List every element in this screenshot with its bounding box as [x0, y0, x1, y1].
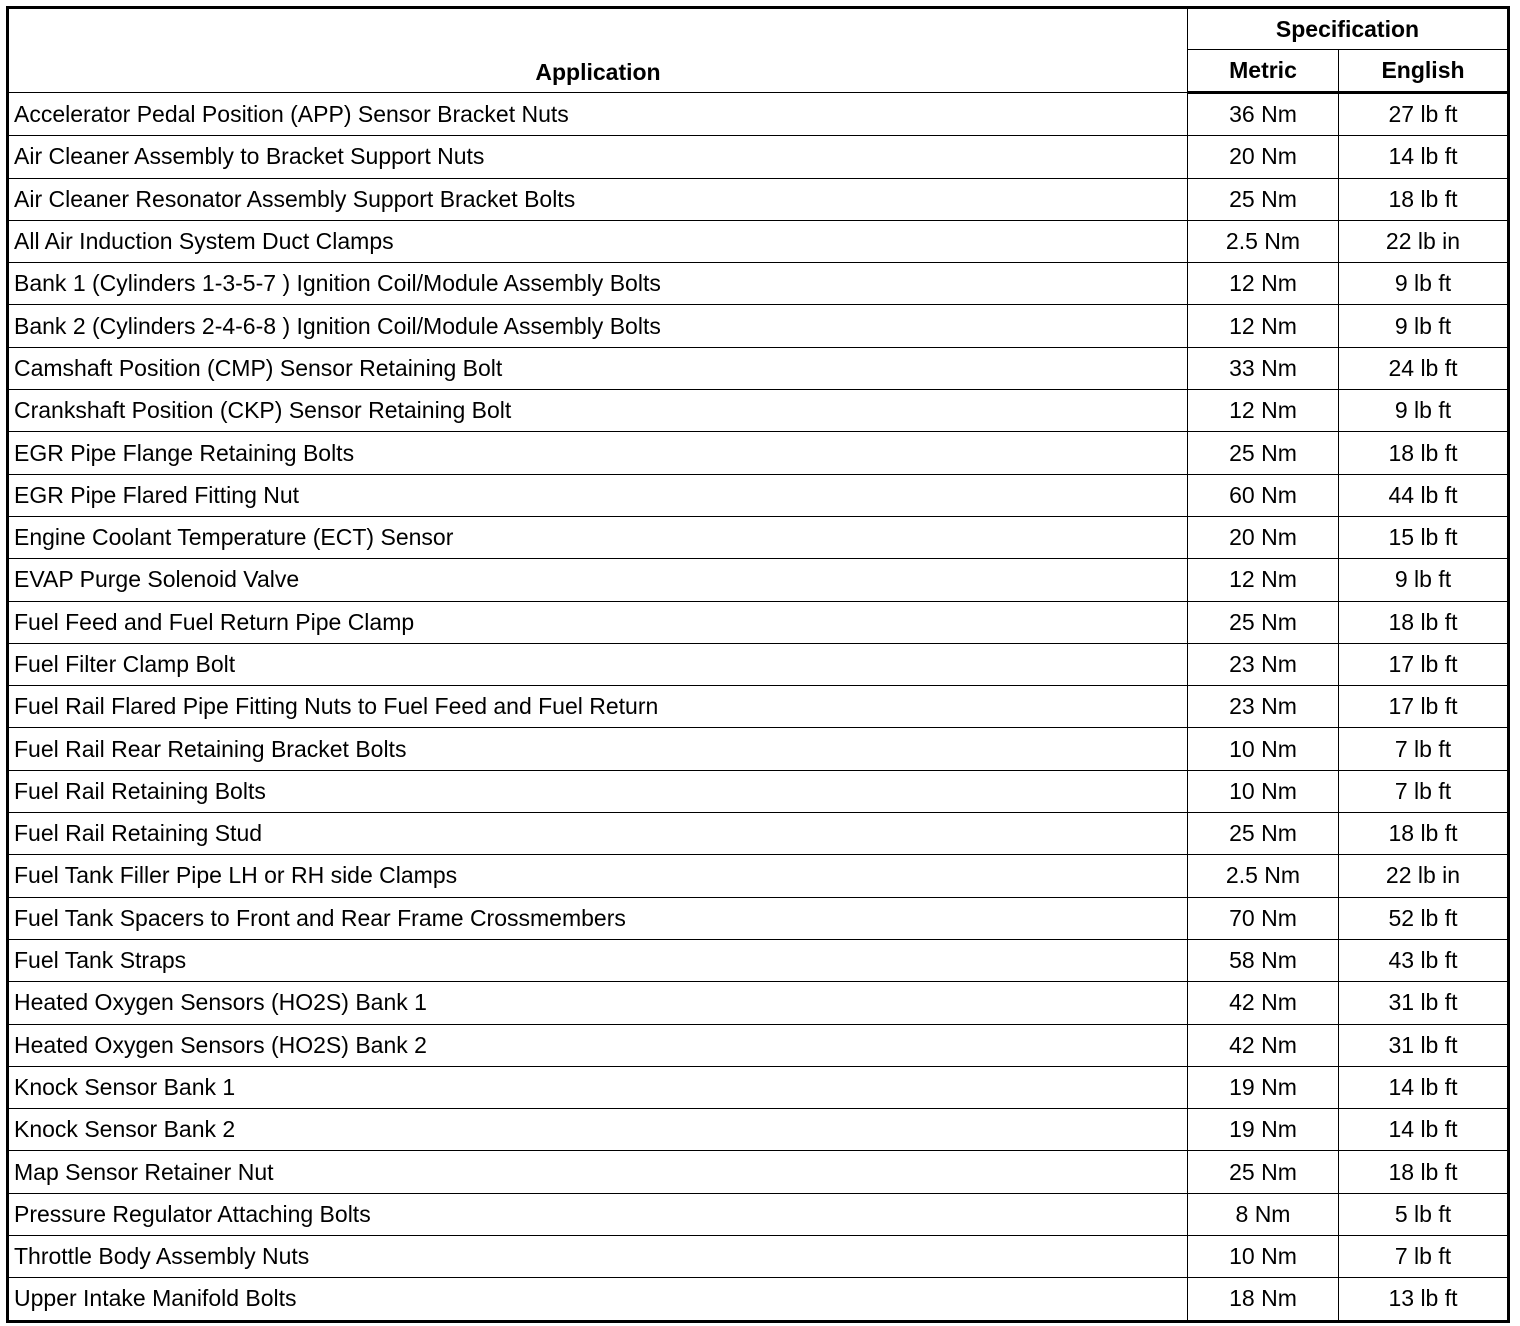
cell-english: 31 lb ft: [1339, 982, 1509, 1024]
table-row: [8, 686, 1509, 728]
table-row: [8, 1151, 1509, 1193]
cell-application: Heated Oxygen Sensors (HO2S) Bank 2: [8, 1024, 1188, 1066]
english-header: English: [1339, 50, 1509, 93]
table-row: [8, 390, 1509, 432]
cell-metric: 42 Nm: [1188, 1024, 1339, 1066]
cell-metric: 18 Nm: [1188, 1278, 1339, 1321]
cell-metric: 36 Nm: [1188, 93, 1339, 136]
cell-english: 9 lb ft: [1339, 263, 1509, 305]
cell-english: 52 lb ft: [1339, 897, 1509, 939]
table-row: [8, 178, 1509, 220]
table-row: [8, 474, 1509, 516]
cell-english: 18 lb ft: [1339, 601, 1509, 643]
application-header: Application: [8, 8, 1188, 93]
cell-english: 22 lb in: [1339, 220, 1509, 262]
cell-english: 14 lb ft: [1339, 1109, 1509, 1151]
table-row: [8, 897, 1509, 939]
cell-application: EGR Pipe Flange Retaining Bolts: [8, 432, 1188, 474]
cell-metric: 20 Nm: [1188, 136, 1339, 178]
cell-application: Throttle Body Assembly Nuts: [8, 1236, 1188, 1278]
cell-application: Fuel Rail Rear Retaining Bracket Bolts: [8, 728, 1188, 770]
torque-spec-table: [6, 6, 1510, 1323]
cell-application: Camshaft Position (CMP) Sensor Retaining Bolt: [8, 347, 1188, 389]
cell-application: Accelerator Pedal Position (APP) Sensor Bracket Nuts: [8, 93, 1188, 136]
cell-english: 18 lb ft: [1339, 1151, 1509, 1193]
cell-application: Knock Sensor Bank 1: [8, 1066, 1188, 1108]
cell-metric: 23 Nm: [1188, 643, 1339, 685]
specification-header: Specification: [1188, 8, 1509, 50]
cell-application: Fuel Tank Filler Pipe LH or RH side Clamps: [8, 855, 1188, 897]
table-row: [8, 855, 1509, 897]
table-row: [8, 93, 1509, 136]
cell-english: 7 lb ft: [1339, 728, 1509, 770]
table-row: [8, 813, 1509, 855]
metric-header: Metric: [1188, 50, 1339, 93]
cell-english: 15 lb ft: [1339, 516, 1509, 558]
cell-english: 22 lb in: [1339, 855, 1509, 897]
cell-application: All Air Induction System Duct Clamps: [8, 220, 1188, 262]
cell-english: 31 lb ft: [1339, 1024, 1509, 1066]
table-row: [8, 1109, 1509, 1151]
cell-english: 9 lb ft: [1339, 305, 1509, 347]
cell-metric: 25 Nm: [1188, 601, 1339, 643]
table-row: [8, 263, 1509, 305]
cell-metric: 10 Nm: [1188, 770, 1339, 812]
cell-application: EVAP Purge Solenoid Valve: [8, 559, 1188, 601]
cell-english: 5 lb ft: [1339, 1193, 1509, 1235]
cell-metric: 25 Nm: [1188, 813, 1339, 855]
cell-metric: 10 Nm: [1188, 1236, 1339, 1278]
cell-metric: 58 Nm: [1188, 939, 1339, 981]
table-row: [8, 770, 1509, 812]
cell-application: Bank 2 (Cylinders 2-4-6-8 ) Ignition Coil/Module Assembly Bolts: [8, 305, 1188, 347]
cell-english: 14 lb ft: [1339, 1066, 1509, 1108]
cell-english: 18 lb ft: [1339, 813, 1509, 855]
cell-metric: 42 Nm: [1188, 982, 1339, 1024]
table-row: [8, 136, 1509, 178]
table-row: [8, 1066, 1509, 1108]
cell-application: Fuel Feed and Fuel Return Pipe Clamp: [8, 601, 1188, 643]
cell-english: 14 lb ft: [1339, 136, 1509, 178]
cell-metric: 12 Nm: [1188, 305, 1339, 347]
table-body: [8, 93, 1509, 1322]
cell-english: 44 lb ft: [1339, 474, 1509, 516]
cell-metric: 25 Nm: [1188, 178, 1339, 220]
cell-english: 18 lb ft: [1339, 178, 1509, 220]
cell-application: Heated Oxygen Sensors (HO2S) Bank 1: [8, 982, 1188, 1024]
cell-metric: 33 Nm: [1188, 347, 1339, 389]
table-row: [8, 220, 1509, 262]
table-row: [8, 643, 1509, 685]
cell-metric: 10 Nm: [1188, 728, 1339, 770]
cell-metric: 20 Nm: [1188, 516, 1339, 558]
header-row-top: [8, 8, 1509, 50]
cell-application: Air Cleaner Resonator Assembly Support Bracket Bolts: [8, 178, 1188, 220]
cell-english: 9 lb ft: [1339, 390, 1509, 432]
cell-english: 43 lb ft: [1339, 939, 1509, 981]
table-row: [8, 601, 1509, 643]
table-row: [8, 728, 1509, 770]
table-row: [8, 1278, 1509, 1321]
cell-application: Fuel Filter Clamp Bolt: [8, 643, 1188, 685]
cell-application: EGR Pipe Flared Fitting Nut: [8, 474, 1188, 516]
cell-metric: 19 Nm: [1188, 1066, 1339, 1108]
cell-english: 9 lb ft: [1339, 559, 1509, 601]
cell-application: Fuel Rail Retaining Bolts: [8, 770, 1188, 812]
cell-english: 7 lb ft: [1339, 770, 1509, 812]
cell-metric: 12 Nm: [1188, 263, 1339, 305]
cell-application: Engine Coolant Temperature (ECT) Sensor: [8, 516, 1188, 558]
cell-metric: 25 Nm: [1188, 1151, 1339, 1193]
cell-application: Air Cleaner Assembly to Bracket Support Nuts: [8, 136, 1188, 178]
cell-application: Crankshaft Position (CKP) Sensor Retaining Bolt: [8, 390, 1188, 432]
table-row: [8, 939, 1509, 981]
cell-metric: 8 Nm: [1188, 1193, 1339, 1235]
cell-english: 18 lb ft: [1339, 432, 1509, 474]
table-row: [8, 516, 1509, 558]
table-row: [8, 1236, 1509, 1278]
cell-application: Bank 1 (Cylinders 1-3-5-7 ) Ignition Coil/Module Assembly Bolts: [8, 263, 1188, 305]
cell-application: Fuel Tank Spacers to Front and Rear Frame Crossmembers: [8, 897, 1188, 939]
cell-application: Fuel Rail Flared Pipe Fitting Nuts to Fuel Feed and Fuel Return: [8, 686, 1188, 728]
cell-metric: 23 Nm: [1188, 686, 1339, 728]
cell-metric: 2.5 Nm: [1188, 855, 1339, 897]
cell-metric: 25 Nm: [1188, 432, 1339, 474]
cell-application: Upper Intake Manifold Bolts: [8, 1278, 1188, 1321]
cell-metric: 70 Nm: [1188, 897, 1339, 939]
cell-application: Fuel Tank Straps: [8, 939, 1188, 981]
table-row: [8, 982, 1509, 1024]
cell-application: Knock Sensor Bank 2: [8, 1109, 1188, 1151]
cell-english: 24 lb ft: [1339, 347, 1509, 389]
cell-english: 17 lb ft: [1339, 643, 1509, 685]
cell-metric: 2.5 Nm: [1188, 220, 1339, 262]
table-row: [8, 1024, 1509, 1066]
table-header: [8, 8, 1509, 93]
cell-application: Fuel Rail Retaining Stud: [8, 813, 1188, 855]
cell-metric: 12 Nm: [1188, 390, 1339, 432]
cell-english: 13 lb ft: [1339, 1278, 1509, 1321]
table-row: [8, 1193, 1509, 1235]
cell-english: 27 lb ft: [1339, 93, 1509, 136]
cell-application: Map Sensor Retainer Nut: [8, 1151, 1188, 1193]
cell-application: Pressure Regulator Attaching Bolts: [8, 1193, 1188, 1235]
cell-english: 7 lb ft: [1339, 1236, 1509, 1278]
table-row: [8, 432, 1509, 474]
cell-metric: 60 Nm: [1188, 474, 1339, 516]
cell-english: 17 lb ft: [1339, 686, 1509, 728]
table-row: [8, 305, 1509, 347]
table-row: [8, 559, 1509, 601]
cell-metric: 19 Nm: [1188, 1109, 1339, 1151]
table-row: [8, 347, 1509, 389]
cell-metric: 12 Nm: [1188, 559, 1339, 601]
